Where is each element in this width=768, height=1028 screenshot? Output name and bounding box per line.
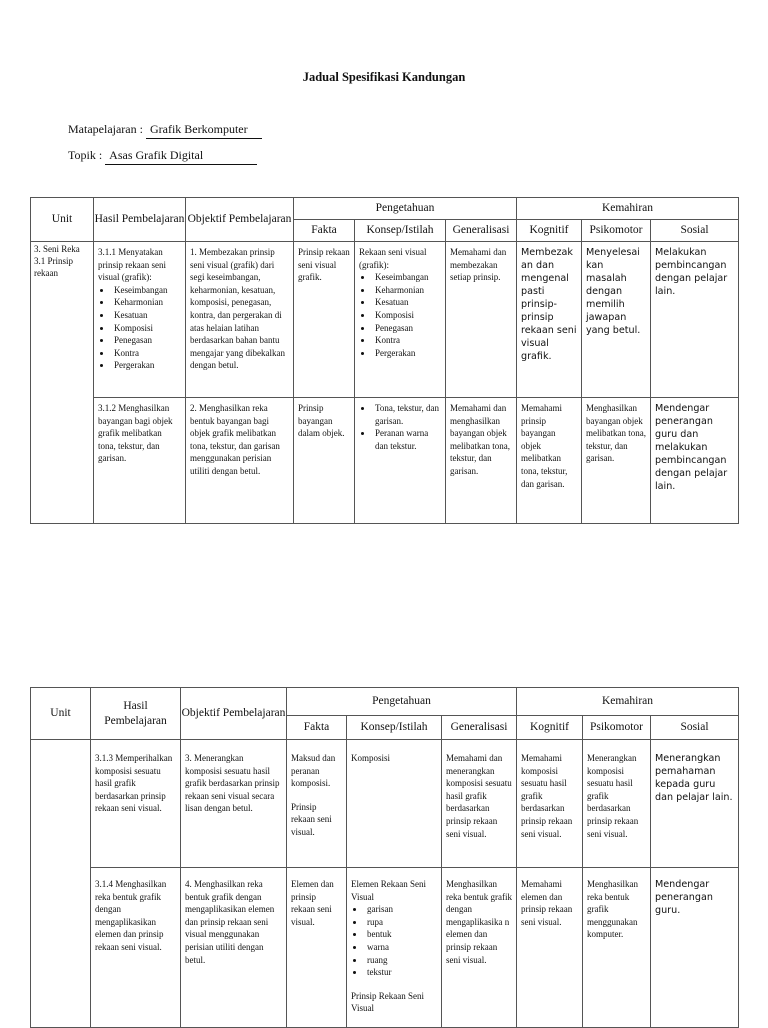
konsep-text: Rekaan seni visual (grafik): (359, 247, 427, 270)
header-sosial: Sosial (651, 716, 739, 740)
unit-line-2: 3.1 Prinsip rekaan (34, 256, 74, 278)
psikomotor-cell (582, 242, 651, 398)
list-item: • Pergerakan (112, 359, 181, 372)
konsep-cell (355, 242, 446, 398)
psikomotor-cell (582, 398, 651, 524)
spec-table-1 (30, 197, 739, 524)
header-kognitif: Kognitif (517, 220, 582, 242)
konsep-text: Prinsip Rekaan Seni Visual (351, 990, 424, 1014)
hasil-text: 3.1.1 Menyatakan prinsip rekaan seni visual (grafik): (98, 247, 166, 283)
generalisasi-cell (442, 740, 517, 868)
header-kognitif: Kognitif (517, 716, 583, 740)
header-kemahiran: Kemahiran (517, 688, 739, 716)
sosial-text: Mendengar penerangan guru. (655, 879, 713, 916)
list-item: • Komposisi (112, 322, 181, 335)
objektif-text: 3. Menerangkan komposisi sesuatu hasil grafik berdasarkan prinsip rekaan seni visual secara lisan dengan betul. (185, 753, 280, 814)
list-item: • Keharmonian (373, 284, 441, 297)
list-item: • Komposisi (373, 309, 441, 322)
subject-value: Grafik Berkomputer (146, 122, 262, 139)
objektif-text: 1. Membezakan prinsip seni visual (grafik) dari segi keseimbangan, keharmonian, kesatuan, komposisi, penegasan, kontra, dan pergerakan di atas helaian latihan berdasarkan bahan bantu mengajar yang dibekalkan dengan betul. (190, 247, 285, 371)
list-item: • bentuk (365, 928, 437, 941)
objektif-cell (186, 242, 294, 398)
hasil-cell (94, 398, 186, 524)
header-objektif: Objektif Pembelajaran (186, 198, 294, 242)
fakta-text: Elemen dan prinsip rekaan seni visual. (291, 879, 334, 927)
list-item: • tekstur (365, 966, 437, 979)
list-item: • Keseimbangan (112, 284, 181, 297)
document-title: Jadual Spesifikasi Kandungan (302, 70, 466, 84)
subject-label: Matapelajaran : (68, 122, 143, 136)
header-generalisasi: Generalisasi (446, 220, 517, 242)
topic-value: Asas Grafik Digital (105, 148, 257, 165)
psikomotor-cell (583, 740, 651, 868)
header-psikomotor: Psikomotor (582, 220, 651, 242)
psikomotor-text: Menghasilkan reka bentuk grafik menggunakan komputer. (587, 879, 638, 940)
sosial-text: Mendengar penerangan guru dan melakukan pembincangan dengan pelajar lain. (655, 403, 728, 492)
unit-cell (31, 242, 94, 524)
kognitif-cell (517, 398, 582, 524)
list-item: • Kesatuan (373, 296, 441, 309)
fakta-cell (294, 398, 355, 524)
spec-table-2 (30, 687, 739, 1028)
topic-line (68, 148, 257, 165)
psikomotor-text: Menerangkan komposisi sesuatu hasil grafik berdasarkan prinsip rekaan seni visual. (587, 753, 639, 839)
generalisasi-text: Memahami dan membezakan setiap prinsip. (450, 247, 507, 283)
hasil-cell (91, 868, 181, 1028)
generalisasi-text: Menghasilkan reka bentuk grafik dengan mengaplikasika n elemen dan prinsip rekaan seni visual. (446, 879, 512, 965)
fakta-text: Prinsip rekaan seni visual. (291, 801, 332, 837)
konsep-bullets (351, 903, 437, 979)
sosial-cell (651, 398, 739, 524)
hasil-text: 3.1.3 Memperihalkan komposisi sesuatu hasil grafik berdasarkan prinsip rekaan seni visual. (95, 753, 173, 814)
list-item: • rupa (365, 916, 437, 929)
konsep-text: Elemen Rekaan Seni Visual (351, 879, 426, 902)
sosial-cell (651, 740, 739, 868)
generalisasi-cell (442, 868, 517, 1028)
topic-label: Topik : (68, 148, 103, 162)
objektif-text: 2. Menghasilkan reka bentuk bayangan bagi objek grafik melibatkan tona, tekstur, dan garisan menggunakan perisian utiliti dengan betul. (190, 403, 280, 476)
fakta-cell (294, 242, 355, 398)
generalisasi-cell (446, 242, 517, 398)
list-item: • Penegasan (112, 334, 181, 347)
hasil-text: 3.1.2 Menghasilkan bayangan bagi objek grafik melibatkan tona, tekstur, dan garisan. (98, 403, 173, 464)
subject-line (68, 122, 262, 139)
sosial-cell (651, 242, 739, 398)
psikomotor-text: Menghasilkan bayangan objek melibatkan tona, tekstur, dan garisan. (586, 403, 646, 464)
sosial-text: Menerangkan pemahaman kepada guru dan pelajar lain. (655, 753, 733, 803)
fakta-text: Maksud dan peranan komposisi. (291, 753, 336, 789)
list-item: • garisan (365, 903, 437, 916)
objektif-cell (181, 740, 287, 868)
list-item: • Penegasan (373, 322, 441, 335)
unit-line-1: 3. Seni Reka (34, 244, 80, 254)
hasil-bullets (98, 284, 181, 372)
kognitif-cell (517, 868, 583, 1028)
kognitif-text: Membezak an dan mengenal pasti prinsip-prinsip rekaan seni visual grafik. (521, 247, 577, 362)
psikomotor-cell (583, 868, 651, 1028)
konsep-bullets (359, 271, 441, 359)
fakta-text: Prinsip bayangan dalam objek. (298, 403, 345, 439)
generalisasi-text: Memahami dan menghasilkan bayangan objek melibatkan tona, tekstur, dan garisan. (450, 403, 510, 476)
header-unit: Unit (31, 688, 91, 740)
header-fakta: Fakta (294, 220, 355, 242)
konsep-cell (355, 398, 446, 524)
objektif-text: 4. Menghasilkan reka bentuk grafik dengan mengaplikasikan elemen dan prinsip rekaan seni visual menggunakan perisian utiliti dengan betul. (185, 879, 275, 965)
list-item: • Keharmonian (112, 296, 181, 309)
sosial-text: Melakukan pembincangan dengan pelajar lain. (655, 247, 728, 297)
header-pengetahuan: Pengetahuan (294, 198, 517, 220)
list-item: • Kontra (112, 347, 181, 360)
hasil-cell (91, 740, 181, 868)
table-row (31, 740, 739, 868)
objektif-cell (181, 868, 287, 1028)
konsep-cell (347, 740, 442, 868)
list-item: • ruang (365, 954, 437, 967)
list-item: • Tona, tekstur, dan garisan. (373, 402, 441, 427)
sosial-cell (651, 868, 739, 1028)
kognitif-text: Memahami komposisi sesuatu hasil grafik berdasarkan prinsip rekaan seni visual. (521, 753, 573, 839)
header-hasil: Hasil Pembelajaran (94, 198, 186, 242)
header-unit: Unit (31, 198, 94, 242)
list-item: • Peranan warna dan tekstur. (373, 427, 441, 452)
header-sosial: Sosial (651, 220, 739, 242)
table-row (31, 398, 739, 524)
generalisasi-text: Memahami dan menerangkan komposisi sesuatu hasil grafik berdasarkan prinsip rekaan seni visual. (446, 753, 512, 839)
header-konsep: Konsep/Istilah (355, 220, 446, 242)
psikomotor-text: Menyelesai kan masalah dengan memilih jawapan yang betul. (586, 247, 641, 336)
konsep-cell (347, 868, 442, 1028)
header-kemahiran: Kemahiran (517, 198, 739, 220)
list-item: • warna (365, 941, 437, 954)
header-objektif: Objektif Pembelajaran (181, 688, 287, 740)
kognitif-cell (517, 740, 583, 868)
hasil-text: 3.1.4 Menghasilkan reka bentuk grafik dengan mengaplikasikan elemen dan prinsip rekaan seni visual. (95, 879, 167, 952)
fakta-cell (287, 868, 347, 1028)
header-psikomotor: Psikomotor (583, 716, 651, 740)
kognitif-cell (517, 242, 582, 398)
header-generalisasi: Generalisasi (442, 716, 517, 740)
fakta-text: Prinsip rekaan seni visual grafik. (298, 247, 350, 283)
kognitif-text: Memahami elemen dan prinsip rekaan seni visual. (521, 879, 573, 927)
list-item: • Keseimbangan (373, 271, 441, 284)
header-pengetahuan: Pengetahuan (287, 688, 517, 716)
list-item: • Pergerakan (373, 347, 441, 360)
header-hasil: Hasil Pembelajaran (91, 688, 181, 740)
list-item: • Kesatuan (112, 309, 181, 322)
table-row (31, 868, 739, 1028)
konsep-bullets (359, 402, 441, 452)
header-konsep: Konsep/Istilah (347, 716, 442, 740)
konsep-text: Komposisi (351, 753, 391, 763)
table-row (31, 242, 739, 398)
header-fakta: Fakta (287, 716, 347, 740)
generalisasi-cell (446, 398, 517, 524)
objektif-cell (186, 398, 294, 524)
hasil-cell (94, 242, 186, 398)
kognitif-text: Memahami prinsip bayangan objek melibatkan tona, tekstur, dan garisan. (521, 403, 568, 489)
unit-cell (31, 740, 91, 1028)
fakta-cell (287, 740, 347, 868)
list-item: • Kontra (373, 334, 441, 347)
